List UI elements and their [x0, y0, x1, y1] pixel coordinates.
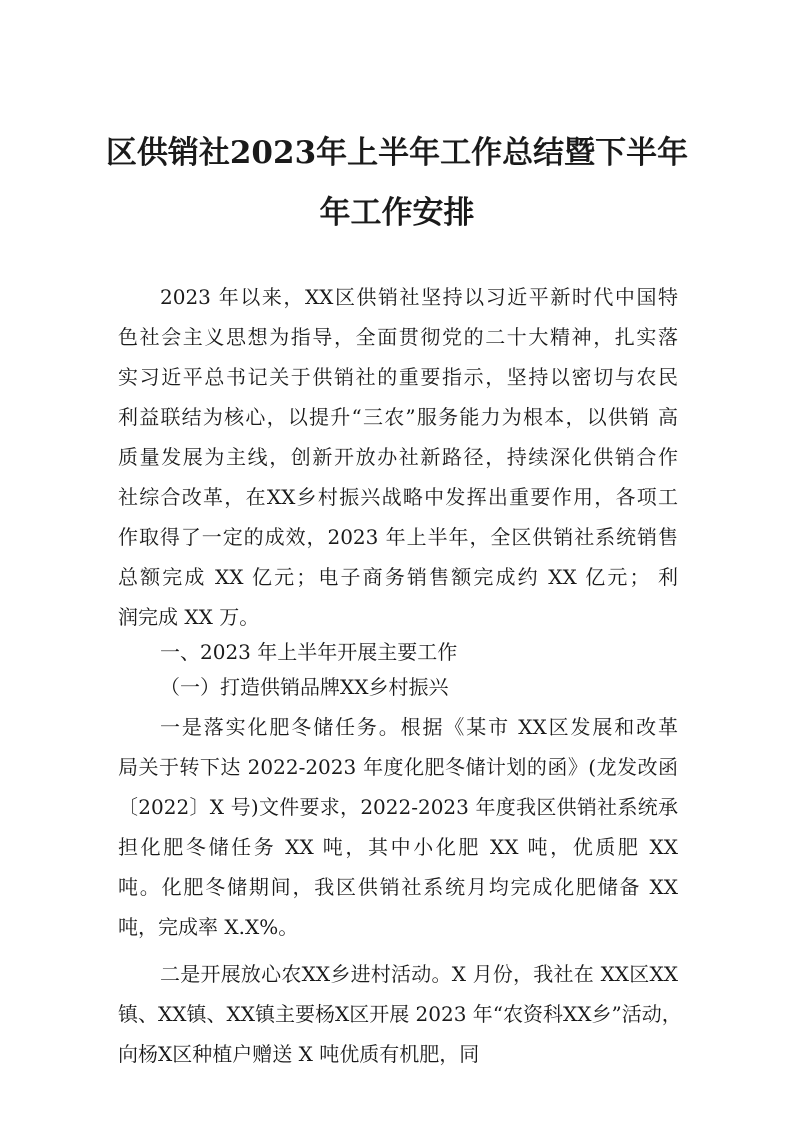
paragraph-line: 总额完成 XX 亿元；电子商务销售额完成约 XX 亿元； 利: [118, 565, 678, 589]
paragraph-line: 〔2022〕X 号)文件要求，2022-2023 年度我区供销社系统承: [118, 795, 678, 819]
paragraph-line: 社综合改革，在XX乡村振兴战略中发挥出重要作用，各项工: [118, 485, 678, 509]
paragraph-line: 二是开展放心农XX乡进村活动。X 月份，我社在 XX区XX: [160, 962, 678, 986]
paragraph-line: 吨，完成率 X.X%。: [118, 915, 299, 939]
paragraph-line: 担化肥冬储任务 XX 吨，其中小化肥 XX 吨，优质肥 XX: [118, 835, 678, 859]
paragraph-line: 润完成 XX 万。: [118, 605, 260, 629]
paragraph-line: 吨。化肥冬储期间，我区供销社系统月均完成化肥储备 XX: [118, 875, 678, 899]
paragraph-line: 镇、XX镇、XX镇主要杨X区开展 2023 年“农资科XX乡”活动，: [118, 1002, 682, 1026]
paragraph-line: 实习近平总书记关于供销社的重要指示，坚持以密切与农民: [118, 365, 678, 389]
paragraph-line: 利益联结为核心，以提升“三农”服务能力为根本，以供销 高: [118, 405, 678, 429]
paragraph-line: 作取得了一定的成效，2023 年上半年，全区供销社系统销售: [118, 525, 678, 549]
document-title-line-2: 年工作安排: [319, 195, 475, 231]
document-title-line-1: 区供销社2023年上半年工作总结暨下半年: [105, 135, 689, 171]
paragraph-line: 一是落实化肥冬储任务。根据《某市 XX区发展和改革: [160, 715, 678, 739]
subsection-heading: （一）打造供销品牌XX乡村振兴: [160, 675, 449, 699]
paragraph-line: 色社会主义思想为指导，全面贯彻党的二十大精神，扎实落: [118, 325, 678, 349]
paragraph-line: 局关于转下达 2022-2023 年度化肥冬储计划的函》(龙发改函: [118, 755, 678, 779]
paragraph-line: 质量发展为主线，创新开放办社新路径，持续深化供销合作: [118, 445, 678, 469]
section-heading: 一、2023 年上半年开展主要工作: [160, 640, 458, 664]
paragraph-line: 2023 年以来，XX区供销社坚持以习近平新时代中国特: [160, 285, 678, 309]
paragraph-line: 向杨X区种植户赠送 X 吨优质有机肥，同: [118, 1042, 480, 1066]
